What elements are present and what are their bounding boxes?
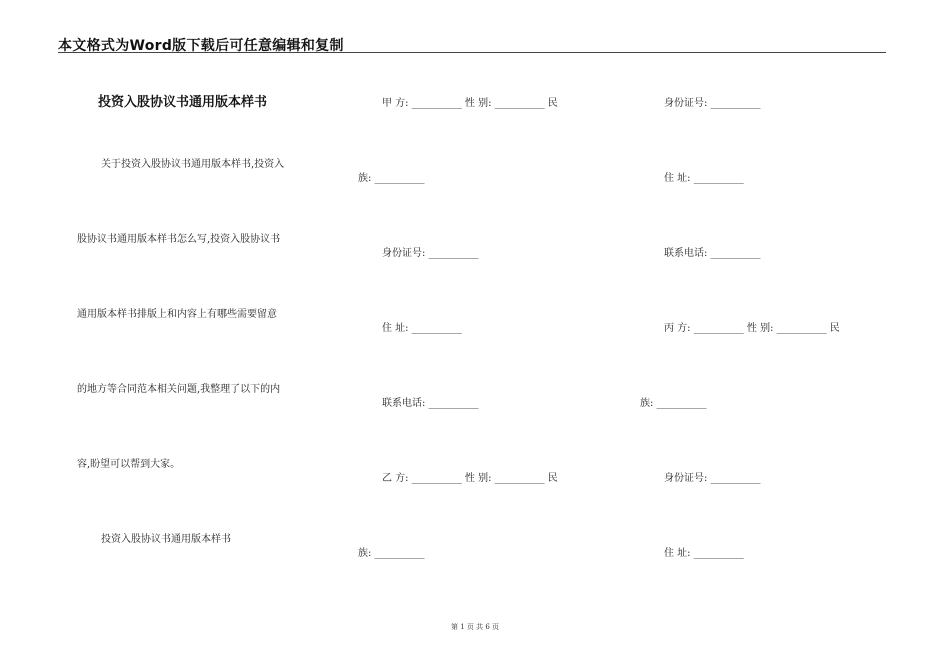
party-c-name-gender-field: 丙 方: __________ 性 别: __________ 民: [664, 323, 840, 334]
party-a-name-gender-field: 甲 方: __________ 性 别: __________ 民: [382, 98, 558, 109]
left-paragraph-line-4: 的地方等合同范本相关问题,我整理了以下的内: [77, 384, 281, 395]
document-title: 投资入股协议书通用版本样书: [98, 95, 268, 110]
party-c-id-number-field: 身份证号: __________: [664, 473, 761, 484]
left-paragraph-line-3: 通用版本样书排版上和内容上有哪些需要留意: [77, 309, 277, 320]
party-a-ethnicity-field: 族: __________: [358, 173, 425, 184]
party-c-ethnicity-field: 族: __________: [640, 398, 707, 409]
page-number-footer: 第 1 页 共 6 页: [450, 623, 500, 631]
party-a-phone-field: 联系电话: __________: [382, 398, 479, 409]
page-header-title: 本文格式为Word版下载后可任意编辑和复制: [58, 38, 344, 54]
party-b-phone-field: 联系电话: __________: [664, 248, 761, 259]
party-c-address-field: 住 址: __________: [664, 548, 744, 559]
left-paragraph-line-2: 股协议书通用版本样书怎么写,投资入股协议书: [77, 234, 281, 245]
party-b-id-number-field: 身份证号: __________: [664, 98, 761, 109]
party-b-address-field: 住 址: __________: [664, 173, 744, 184]
header-divider: [58, 52, 886, 53]
party-b-ethnicity-field: 族: __________: [358, 548, 425, 559]
left-subheading: 投资入股协议书通用版本样书: [101, 534, 231, 545]
party-b-name-gender-field: 乙 方: __________ 性 别: __________ 民: [382, 473, 558, 484]
left-paragraph-line-5: 容,盼望可以帮到大家。: [77, 459, 181, 470]
left-paragraph-line-1: 关于投资入股协议书通用版本样书,投资入: [101, 159, 285, 170]
party-a-id-number-field: 身份证号: __________: [382, 248, 479, 259]
party-a-address-field: 住 址: __________: [382, 323, 462, 334]
